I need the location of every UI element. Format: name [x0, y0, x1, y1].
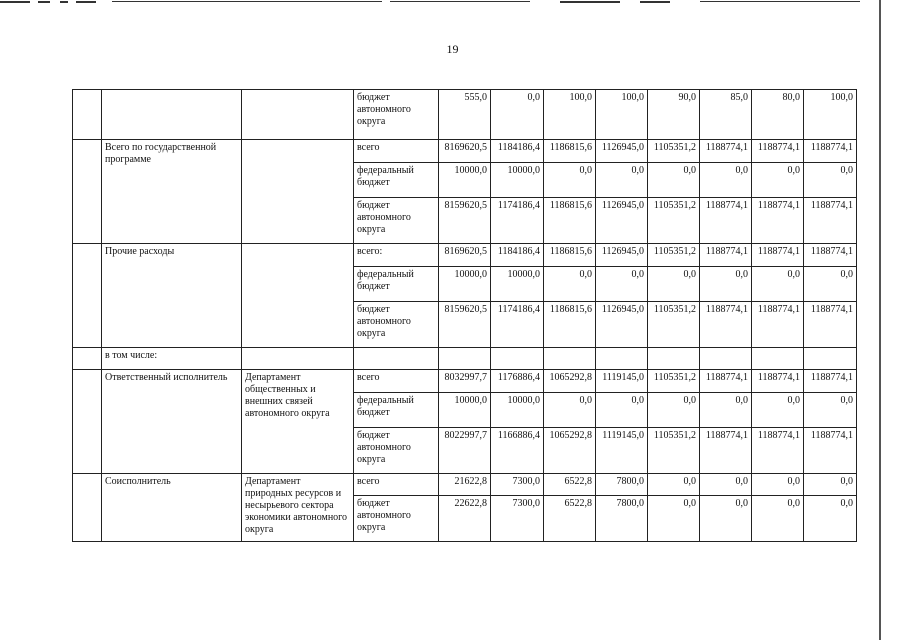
funding-source-cell: федеральный бюджет	[354, 393, 439, 428]
value-cell: 1065292,8	[544, 428, 596, 474]
value-cell: 1105351,2	[648, 302, 700, 348]
value-cell: 0,0	[544, 393, 596, 428]
value-cell: 1188774,1	[752, 198, 804, 244]
value-cell: 1184186,4	[491, 140, 544, 163]
value-cell: 1188774,1	[752, 428, 804, 474]
funding-source-cell: бюджет автономного округа	[354, 428, 439, 474]
value-cell: 0,0	[804, 393, 857, 428]
funding-source-cell: всего:	[354, 244, 439, 267]
table-row	[73, 370, 857, 393]
value-cell: 0,0	[648, 163, 700, 198]
value-cell: 10000,0	[491, 267, 544, 302]
value-cell: 1176886,4	[491, 370, 544, 393]
value-cell	[648, 348, 700, 370]
value-cell: 0,0	[752, 474, 804, 496]
value-cell: 0,0	[700, 474, 752, 496]
value-cell: 0,0	[700, 393, 752, 428]
value-cell: 1188774,1	[804, 244, 857, 267]
row-marker-cell	[73, 90, 102, 140]
value-cell: 90,0	[648, 90, 700, 140]
value-cell: 0,0	[804, 163, 857, 198]
value-cell: 8032997,7	[439, 370, 491, 393]
value-cell: 10000,0	[439, 163, 491, 198]
executor-cell	[242, 140, 354, 244]
row-marker-cell	[73, 474, 102, 542]
value-cell: 1186815,6	[544, 140, 596, 163]
funding-source-cell: бюджет автономного округа	[354, 198, 439, 244]
value-cell: 1188774,1	[804, 302, 857, 348]
value-cell: 1188774,1	[752, 302, 804, 348]
value-cell: 1188774,1	[752, 140, 804, 163]
value-cell: 1126945,0	[596, 198, 648, 244]
value-cell: 0,0	[491, 90, 544, 140]
value-cell: 0,0	[804, 474, 857, 496]
value-cell: 1188774,1	[700, 302, 752, 348]
value-cell: 100,0	[804, 90, 857, 140]
value-cell: 1188774,1	[752, 370, 804, 393]
funding-source-cell: всего	[354, 370, 439, 393]
value-cell: 555,0	[439, 90, 491, 140]
row-marker-cell	[73, 348, 102, 370]
value-cell: 1105351,2	[648, 428, 700, 474]
value-cell: 0,0	[544, 163, 596, 198]
row-marker-cell	[73, 140, 102, 244]
value-cell: 10000,0	[491, 393, 544, 428]
value-cell: 0,0	[648, 496, 700, 542]
value-cell: 0,0	[596, 393, 648, 428]
value-cell: 22622,8	[439, 496, 491, 542]
value-cell: 0,0	[804, 496, 857, 542]
table-row	[73, 140, 857, 163]
value-cell: 1174186,4	[491, 198, 544, 244]
value-cell: 0,0	[648, 393, 700, 428]
value-cell: 8169620,5	[439, 244, 491, 267]
value-cell	[700, 348, 752, 370]
value-cell: 0,0	[700, 163, 752, 198]
value-cell: 1186815,6	[544, 244, 596, 267]
funding-source-cell: бюджет автономного округа	[354, 302, 439, 348]
value-cell: 10000,0	[491, 163, 544, 198]
funding-source-cell: федеральный бюджет	[354, 163, 439, 198]
row-marker-cell	[73, 244, 102, 348]
value-cell: 1188774,1	[752, 244, 804, 267]
value-cell: 21622,8	[439, 474, 491, 496]
value-cell: 0,0	[752, 393, 804, 428]
value-cell: 0,0	[752, 163, 804, 198]
value-cell: 80,0	[752, 90, 804, 140]
row-title-cell	[102, 90, 242, 140]
value-cell: 1186815,6	[544, 302, 596, 348]
funding-source-cell: бюджет автономного округа	[354, 90, 439, 140]
value-cell: 1188774,1	[700, 428, 752, 474]
value-cell: 1188774,1	[700, 198, 752, 244]
value-cell: 1186815,6	[544, 198, 596, 244]
row-title-cell: в том числе:	[102, 348, 242, 370]
value-cell: 1188774,1	[804, 428, 857, 474]
value-cell	[439, 348, 491, 370]
value-cell: 8159620,5	[439, 302, 491, 348]
value-cell: 0,0	[596, 267, 648, 302]
budget-table-body	[73, 90, 857, 542]
value-cell: 10000,0	[439, 267, 491, 302]
value-cell: 1166886,4	[491, 428, 544, 474]
table-row	[73, 244, 857, 267]
value-cell	[544, 348, 596, 370]
value-cell: 1188774,1	[804, 140, 857, 163]
value-cell: 8169620,5	[439, 140, 491, 163]
value-cell: 85,0	[700, 90, 752, 140]
funding-source-cell: всего	[354, 474, 439, 496]
page-number: 19	[446, 42, 459, 56]
value-cell	[752, 348, 804, 370]
value-cell: 7800,0	[596, 474, 648, 496]
value-cell: 0,0	[700, 267, 752, 302]
executor-cell: Департамент природных ресурсов и несырьевого сектора экономики автономного округа	[242, 474, 354, 542]
value-cell: 0,0	[648, 267, 700, 302]
value-cell: 0,0	[752, 267, 804, 302]
executor-cell	[242, 244, 354, 348]
value-cell: 1105351,2	[648, 244, 700, 267]
value-cell: 1188774,1	[700, 140, 752, 163]
value-cell	[596, 348, 648, 370]
row-title-cell: Соисполнитель	[102, 474, 242, 542]
funding-source-cell	[354, 348, 439, 370]
value-cell: 1119145,0	[596, 428, 648, 474]
value-cell: 1188774,1	[804, 198, 857, 244]
value-cell: 1126945,0	[596, 302, 648, 348]
funding-source-cell: федеральный бюджет	[354, 267, 439, 302]
value-cell: 1105351,2	[648, 370, 700, 393]
table-row	[73, 474, 857, 496]
value-cell: 0,0	[700, 496, 752, 542]
value-cell: 0,0	[752, 496, 804, 542]
value-cell: 1126945,0	[596, 140, 648, 163]
budget-table	[72, 89, 857, 542]
value-cell: 8022997,7	[439, 428, 491, 474]
value-cell: 1065292,8	[544, 370, 596, 393]
value-cell: 6522,8	[544, 496, 596, 542]
executor-cell: Департамент общественных и внешних связей автономного округа	[242, 370, 354, 474]
value-cell: 1126945,0	[596, 244, 648, 267]
value-cell: 1188774,1	[804, 370, 857, 393]
value-cell: 1188774,1	[700, 244, 752, 267]
row-title-cell: Всего по государственной программе	[102, 140, 242, 244]
funding-source-cell: бюджет автономного округа	[354, 496, 439, 542]
value-cell: 1105351,2	[648, 140, 700, 163]
row-marker-cell	[73, 370, 102, 474]
value-cell: 0,0	[648, 474, 700, 496]
value-cell: 1174186,4	[491, 302, 544, 348]
funding-source-cell: всего	[354, 140, 439, 163]
value-cell	[491, 348, 544, 370]
value-cell: 7800,0	[596, 496, 648, 542]
value-cell: 0,0	[596, 163, 648, 198]
value-cell: 7300,0	[491, 474, 544, 496]
value-cell: 8159620,5	[439, 198, 491, 244]
value-cell: 0,0	[804, 267, 857, 302]
value-cell: 100,0	[544, 90, 596, 140]
value-cell	[804, 348, 857, 370]
executor-cell	[242, 348, 354, 370]
value-cell: 1184186,4	[491, 244, 544, 267]
value-cell: 1188774,1	[700, 370, 752, 393]
value-cell: 7300,0	[491, 496, 544, 542]
scan-top-edge	[0, 0, 905, 5]
value-cell: 100,0	[596, 90, 648, 140]
table-row	[73, 90, 857, 140]
executor-cell	[242, 90, 354, 140]
value-cell: 1105351,2	[648, 198, 700, 244]
row-title-cell: Прочие расходы	[102, 244, 242, 348]
value-cell: 6522,8	[544, 474, 596, 496]
table-row	[73, 348, 857, 370]
value-cell: 1119145,0	[596, 370, 648, 393]
value-cell: 10000,0	[439, 393, 491, 428]
value-cell: 0,0	[544, 267, 596, 302]
scan-right-edge	[879, 0, 881, 640]
row-title-cell: Ответственный исполнитель	[102, 370, 242, 474]
